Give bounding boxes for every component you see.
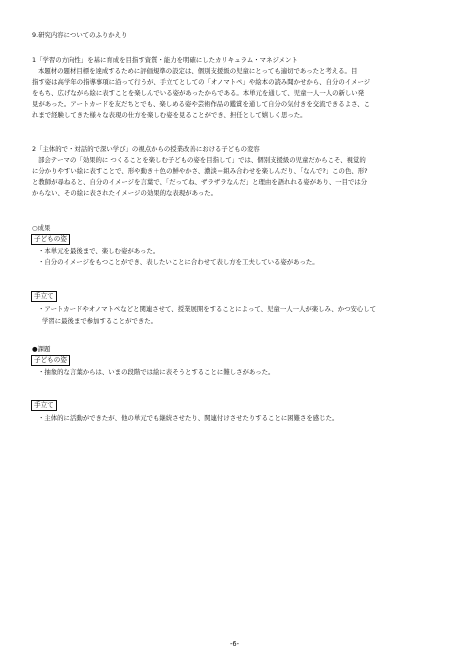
- results-child-item: ・自分のイメージをもつことができ、表したいことに合わせて表し方を工夫している姿があった。: [38, 258, 319, 266]
- results-heading: ○成果: [32, 224, 51, 232]
- section2-line: と教師が尋ねると、自分のイメージを言葉で、「だってね、ザラザラなんだ」と理由を語れれる姿があり、一目では分: [32, 178, 368, 186]
- section1-title: 1「学習の方向性」を基に育成を目指す資質・能力を明確にしたカリキュラム・マネジメント: [32, 56, 298, 64]
- page-number: -6-: [230, 640, 239, 648]
- section2-line: に分かりやすい絵に表すことで、形や動き＋色の鮮やかさ、濃淡＝組み合わせを楽しんだり、「なんで?」この色、形?: [32, 167, 368, 175]
- section1-line: をもち、広げながら絵に表すことを楽しんでいる姿があったからである。本単元を通して、児童一人一人の新しい発: [32, 89, 365, 97]
- section1-line: 指す姿は高学年の指導事項に沿って行うが、手立てとしての「オノマトペ」や絵本の読み聞かせから、自分のイメージ: [32, 78, 371, 86]
- issues-support-label: 手立て: [31, 400, 57, 411]
- section1-line: れまで経験してきた様々な表現の仕方を楽しむ姿を見ることができ、担任として嬉しく思った。: [32, 111, 307, 119]
- results-support-line: 学習に最後まで参加することができた。: [42, 317, 158, 325]
- results-support-label: 手立て: [31, 291, 57, 302]
- section2-line: からない、その絵に表されたイメージの効果的な表現があった。: [32, 189, 218, 197]
- section-heading: 9.研究内容についてのふりかえり: [32, 31, 128, 39]
- results-child-item: ・本単元を最後まで、楽しむ姿があった。: [38, 247, 160, 255]
- section1-line: 見があった。アートカードを友だちとでも、楽しめる姿や芸術作品の鑑賞を通して自分の気付きを交流できるよさ、こ: [32, 100, 370, 108]
- issues-child-label: 子どもの姿: [31, 355, 70, 366]
- section2-line: 部会テーマの「効果的に つくることを楽しむ子どもの姿を目指して」では、個別支援級の児童だからこそ、視覚的: [38, 156, 366, 164]
- issues-heading: ●課題: [32, 345, 51, 353]
- section1-line: 本題材の題材目標を達成するために評価規準の設定は、個別支援級の児童にとっても適切であったと考える。目: [38, 67, 358, 75]
- section2-title: 2「主体的で・対話的で深い学び」の視点からの授業改善における子どもの変容: [32, 145, 260, 153]
- issues-support-item: ・主体的に活動ができたが、他の単元でも継続させたり、関連付けさせたりすることに困難さを感じた。: [38, 414, 339, 422]
- results-child-label: 子どもの姿: [31, 234, 70, 245]
- issues-child-item: ・抽象的な言葉からは、いまの段階では絵に表そうとすることに難しさがあった。: [38, 368, 275, 376]
- results-support-line: ・アートカードやオノマトペなどと関連させて、授業展開をすることによって、児童一人一人が楽しみ、かつ安心して: [38, 305, 377, 313]
